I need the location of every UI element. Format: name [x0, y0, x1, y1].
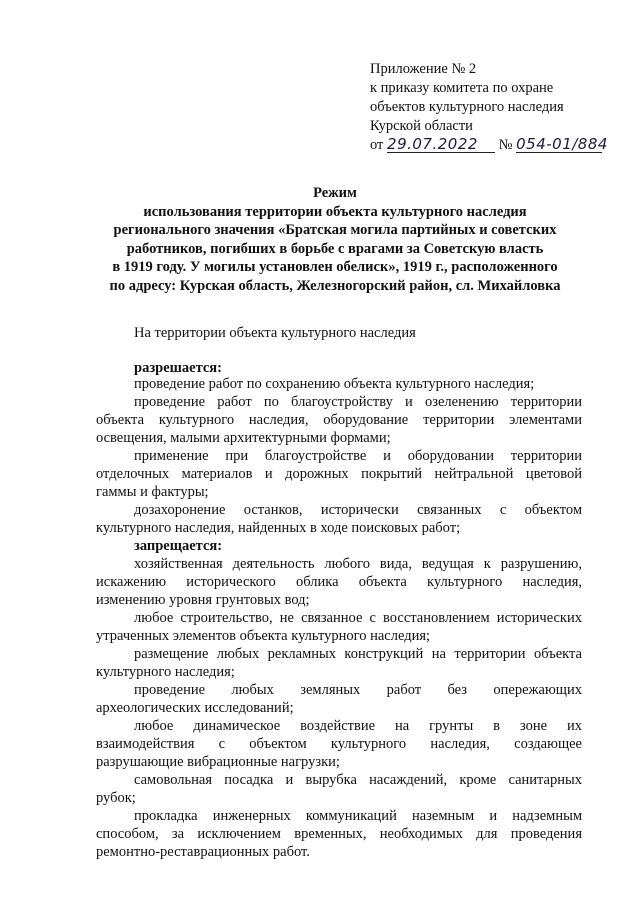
allowed-line: освещения, малыми архитектурными формами; — [96, 430, 391, 446]
annex-header — [370, 60, 630, 155]
forbidden-line: прокладка инженерных коммуникаций наземным и надземным — [134, 808, 582, 824]
allowed-line: объекта культурного наследия, оборудование территории элементами — [96, 412, 582, 428]
allowed-line: проведение работ по благоустройству и озеленению территории — [134, 394, 582, 410]
forbidden-line: способом, за исключением временных, необходимых для проведения — [96, 826, 582, 842]
forbidden-line: археологических исследований; — [96, 700, 294, 716]
forbidden-line: утраченных элементов объекта культурного наследия; — [96, 628, 431, 644]
allowed-line: проведение работ по сохранению объекта культурного наследия; — [134, 376, 535, 392]
forbidden-line: рубок; — [96, 790, 136, 806]
forbidden-line: культурного наследия; — [96, 664, 235, 680]
document-title — [80, 184, 590, 296]
annex-order-line: Курской области — [370, 118, 473, 134]
forbidden-line: самовольная посадка и вырубка насаждений, кроме санитарных — [134, 772, 582, 788]
allowed-line: культурного наследия, найденных в ходе поисковых работ; — [96, 520, 461, 536]
handwritten-date: 29.07.2022 — [387, 136, 495, 153]
forbidden-line: любое строительство, не связанное с восстановлением исторических — [134, 610, 582, 626]
title-line: регионального значения «Братская могила партийных и советских — [113, 222, 557, 239]
forbidden-line: изменению уровня грунтовых вод; — [96, 592, 310, 608]
annex-number: Приложение № 2 — [370, 61, 477, 77]
intro-text: На территории объекта культурного наследия — [134, 325, 416, 341]
forbidden-line: любое динамическое воздействие на грунты в зоне их — [134, 718, 582, 734]
title-line: Режим — [313, 185, 357, 201]
forbidden-heading: запрещается: — [134, 538, 223, 554]
title-line: по адресу: Курская область, Железногорский район, сл. Михайловка — [109, 277, 561, 294]
handwritten-number: 054-01/884 — [516, 135, 608, 153]
ot-label: от — [370, 137, 384, 153]
forbidden-line: ремонтно-реставрационных работ. — [96, 844, 310, 860]
allowed-heading: разрешается: — [134, 360, 222, 376]
allowed-line: гаммы и фактуры; — [96, 484, 209, 500]
forbidden-line: разрушающие вибрационные нагрузки; — [96, 754, 340, 770]
forbidden-line: взаимодействия с объектом культурного наследия, создающее — [96, 736, 582, 752]
annex-order-line: к приказу комитета по охране — [370, 80, 554, 96]
forbidden-line: хозяйственная деятельность любого вида, ведущая к разрушению, — [134, 556, 582, 572]
title-line: в 1919 году. У могилы установлен обелиск», 1919 г., расположенного — [112, 259, 558, 276]
forbidden-line: искажению исторического облика объекта культурного наследия, — [96, 574, 582, 590]
forbidden-line: проведение любых земляных работ без опережающих — [134, 682, 582, 698]
number-sign: № — [498, 137, 513, 153]
title-line: работников, погибших в борьбе с врагами за Советскую власть — [126, 240, 544, 257]
allowed-line: применение при благоустройстве и оборудовании территории — [134, 448, 582, 464]
annex-date-number — [370, 136, 630, 155]
allowed-line: дозахоронение останков, исторически связанных с объектом — [134, 502, 582, 518]
allowed-line: отделочных материалов и дорожных покрытий нейтральной цветовой — [96, 466, 582, 482]
forbidden-line: размещение любых рекламных конструкций на территории объекта — [134, 646, 582, 662]
annex-order-line: объектов культурного наследия — [370, 99, 564, 115]
title-line: использования территории объекта культурного наследия — [143, 203, 527, 220]
